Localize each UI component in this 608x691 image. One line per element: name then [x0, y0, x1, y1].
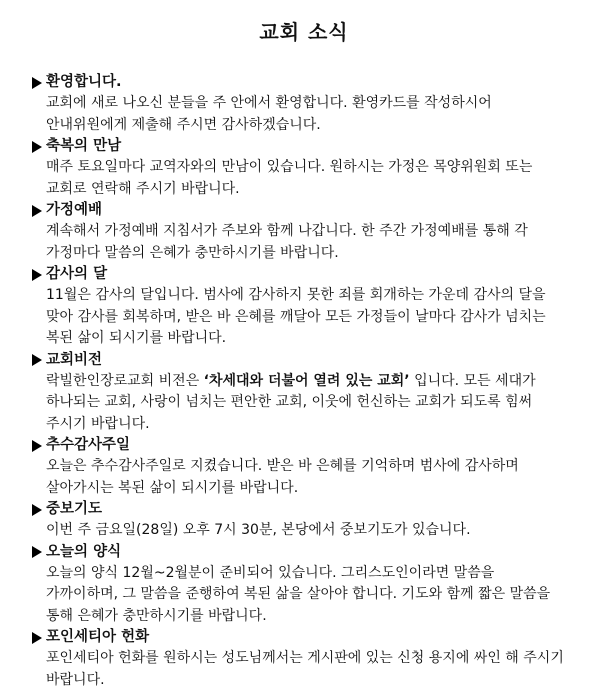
section-heading-text: 교회비전	[46, 351, 103, 368]
triangle-bullet-icon	[32, 632, 42, 644]
triangle-bullet-icon	[32, 141, 42, 153]
section-body: 11월은 감사의 달입니다. 범사에 감사하지 못한 죄를 회개하는 가운데 감사의 달을 맞아 감사를 회복하며, 받은 바 은혜를 깨달아 모든 가정들이 날마다 감사가 넘치는 복된 삶이 되시기를 바랍니다.	[46, 287, 546, 346]
section-heading	[30, 627, 578, 648]
section-heading	[30, 499, 578, 520]
section-heading-text: 환영합니다.	[46, 74, 122, 90]
section-poinsettia-offering	[30, 627, 578, 691]
triangle-bullet-icon	[32, 77, 42, 89]
section-thanksgiving-sunday	[30, 435, 578, 499]
section-heading	[30, 200, 578, 221]
section-heading	[30, 350, 578, 371]
section-body: 계속해서 가정예배 지침서가 주보와 함께 나갑니다. 한 주간 가정예배를 통해 각 가정마다 말씀의 은혜가 충만하시기를 바랍니다.	[46, 223, 528, 261]
triangle-bullet-icon	[32, 269, 42, 281]
triangle-bullet-icon	[32, 354, 42, 366]
section-daily-bread	[30, 542, 578, 628]
section-welcome	[30, 72, 578, 136]
section-thanks-month	[30, 264, 578, 350]
section-heading-text: 포인세티아 헌화	[46, 629, 150, 645]
section-heading	[30, 542, 578, 563]
vision-body-after: 입니다. 모든 세대가 하나되는 교회, 사랑이 넘치는 편안한 교회, 이웃에 헌신하는 교회가 되도록 힘써 주시기 바랍니다.	[46, 372, 536, 432]
section-body: 오늘의 양식 12월~2월분이 준비되어 있습니다. 그리스도인이라면 말씀을 가까이하며, 그 말씀을 준행하여 복된 삶을 살아야 합니다. 기도와 함께 짧은 말씀을 통해 은혜가 충만하시기를 바랍니다.	[46, 564, 551, 624]
section-heading-text: 가정예배	[46, 202, 103, 218]
section-heading-text: 중보기도	[46, 501, 103, 517]
section-body: 교회에 새로 나오신 분들을 주 안에서 환영합니다. 환영카드를 작성하시어 안내위원에게 제출해 주시면 감사하겠습니다.	[46, 95, 492, 133]
section-body: 이번 주 금요일(28일) 오후 7시 30분, 본당에서 중보기도가 있습니다.	[46, 522, 471, 538]
page-title: 교회 소식	[259, 20, 349, 44]
section-body	[30, 371, 578, 436]
section-family-worship	[30, 200, 578, 264]
vision-slogan: ‘차세대와 더불어 열려 있는 교회’	[203, 372, 410, 389]
triangle-bullet-icon	[32, 440, 42, 452]
triangle-bullet-icon	[32, 205, 42, 217]
vision-body-before: 락빌한인장로교회 비전은	[46, 372, 204, 389]
section-heading-text: 오늘의 양식	[46, 543, 122, 560]
section-heading	[30, 435, 578, 456]
section-body: 오늘은 추수감사주일로 지켰습니다. 받은 바 은혜를 기억하며 범사에 감사하며 살아가시는 복된 삶이 되시기를 바랍니다.	[46, 458, 519, 496]
section-blessing-meeting	[30, 136, 578, 200]
section-church-vision	[30, 350, 578, 436]
section-heading	[30, 136, 578, 157]
triangle-bullet-icon	[32, 504, 42, 516]
section-heading	[30, 264, 578, 285]
triangle-bullet-icon	[32, 546, 42, 558]
section-body: 매주 토요일마다 교역자와의 만남이 있습니다. 원하시는 가정은 목양위원회 또는 교회로 연락해 주시기 바랍니다.	[46, 159, 533, 197]
section-intercessory-prayer	[30, 499, 578, 542]
section-heading-text: 축복의 만남	[46, 138, 122, 154]
section-body: 포인세티아 헌화를 원하시는 성도님께서는 게시판에 있는 신청 용지에 싸인 해 주시기 바랍니다.	[46, 650, 564, 688]
section-heading	[30, 72, 578, 93]
section-heading-text: 추수감사주일	[46, 437, 131, 453]
section-heading-text: 감사의 달	[46, 266, 108, 282]
